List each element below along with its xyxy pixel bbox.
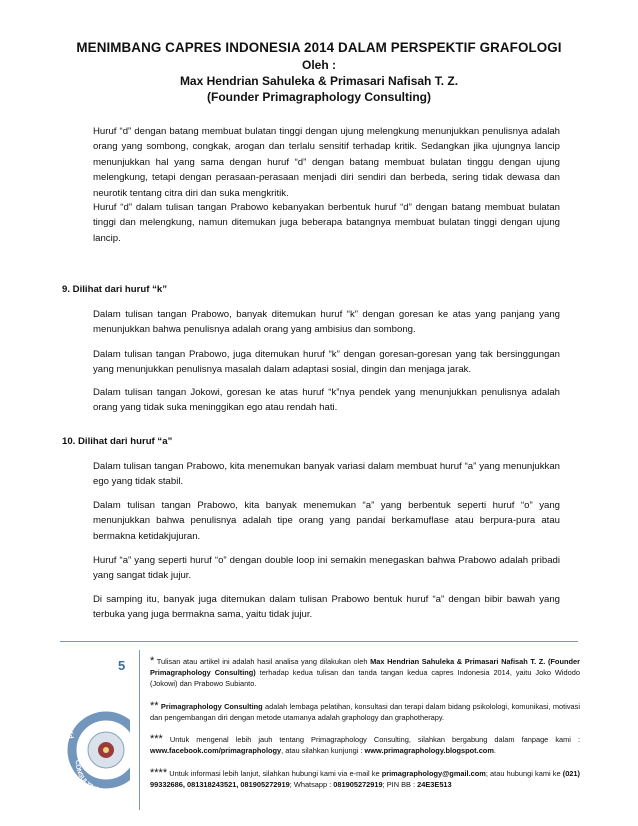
section-10-paragraph-4: Di samping itu, banyak juga ditemukan dalam tulisan Prabowo bentuk huruf “a” dengan bibir bawah yang terbuka yang juga bermakna sama, yaitu tidak jujur. — [93, 594, 560, 621]
authors-line: Max Hendrian Sahuleka & Primasari Nafisah T. Z. — [179, 74, 459, 88]
page-number: 5 — [118, 658, 126, 673]
email-link[interactable]: primagraphology@gmail.com — [381, 769, 486, 778]
footnote-3: *** Untuk mengenal lebih jauh tentang Primagraphology Consulting, silahkan bergabung dalam fanpage kami : www.facebook.com/primagraphology, atau silahkan kunjungi : www.primagraphology.blogspot.com. — [150, 733, 580, 756]
intro-paragraph-1: Huruf “d” dengan batang membuat bulatan tinggi dengan ujung melengkung menunjukkan penulisnya adalah orang yang sombong, congkak, arogan dan terlalu sensitif terhadap kritik. Sedangkan jika ujungnya lancip menunjukkan hal yang sama dengan huruf “d” dengan batang membuat bulatan tinggu dengan ujung melengkung, tetapi dengan perasaan-perasaan menjadi diri sendiri dan berbeda, sering tidak dewasa dan neurotik tentang citra diri dan suka mengkritik. — [93, 126, 560, 199]
section-9-paragraph-2: Dalam tulisan tangan Prabowo, juga ditemukan huruf “k” dengan goresan-goresan yang tak bersinggungan yang menunjukkan penulisnya masalah dalam adaptasi sosial, dingin dan menjaga jarak. — [93, 349, 560, 376]
logo-text-bottom: CONSULTING — [73, 759, 101, 794]
facebook-link[interactable]: www.facebook.com/primagraphology — [150, 746, 282, 756]
footnote-divider — [139, 650, 140, 810]
primagraphology-logo — [66, 676, 130, 810]
section-10-paragraph-2: Dalam tulisan tangan Prabowo, kita banyak menemukan “a” yang berbentuk seperti huruf “o” yang menunjukkan bahwa penulisnya adalah tipe orang yang pandai berkamuflase atau berpura-pura atau bermakna ketidakjujuran. — [93, 500, 560, 542]
section-10-heading: 10. Dilihat dari huruf “a” — [62, 436, 173, 447]
section-9-paragraph-3: Dalam tulisan tangan Jokowi, goresan ke atas huruf “k”nya pendek yang menunjukkan penulisnya adalah orang yang tidak suka meninggikan ego atau rendah hati. — [93, 387, 560, 414]
section-10-paragraph-1: Dalam tulisan tangan Prabowo, kita menemukan banyak variasi dalam membuat huruf “a” yang menunjukkan ego yang tidak stabil. — [93, 461, 560, 488]
section-9-paragraph-1: Dalam tulisan tangan Prabowo, banyak ditemukan huruf “k” dengan goresan ke atas yang panjang yang menunjukkan bahwa penulisnya adalah orang yang ambisius dan sombong. — [93, 309, 560, 336]
logo-text-top: PRIMAGRAPHOLOGY — [68, 696, 120, 739]
blog-link[interactable]: www.primagraphology.blogspot.com — [364, 746, 494, 756]
footer-rule — [60, 641, 578, 642]
footnote-1: * Tulisan atau artikel ini adalah hasil analisa yang dilakukan oleh Max Hendrian Sahuleka & Primasari Nafisah T. Z. (Founder Primagraphology Consulting) terhadap kedua tulisan dan tanda tangan kedua capres Indonesia 2014, yaitu Joko Widodo (Jokowi) dan Prabowo Subianto. — [150, 655, 580, 689]
footnote-4: **** Untuk informasi lebih lanjut, silahkan hubungi kami via e-mail ke primagraphology@gmail.com; atau hubungi kami ke (021) 99332686, 081318243521, 081905272919; Whatsapp : 081905272919; PIN BB : 24E3E513 — [150, 767, 580, 790]
section-9-heading: 9. Dilihat dari huruf “k” — [62, 284, 168, 295]
intro-paragraph-2: Huruf “d” dalam tulisan tangan Prabowo kebanyakan berbentuk huruf “d” dengan batang membuat bulatan tinggi dan melengkung, namun ditemukan juga beberapa batangnya membuat bulatan tinggi dengan ujung lancip. — [93, 202, 560, 244]
by-line: Oleh : — [301, 58, 336, 72]
affiliation-line: (Founder Primagraphology Consulting) — [207, 90, 431, 104]
footnote-2: ** Primagraphology Consulting adalah lembaga pelatihan, konsultasi dan terapi dalam bidang psikolologi, komunikasi, motivasi dan pengembangan diri dengan metode utamanya adalah graphology dan graphotherapy. — [150, 700, 580, 723]
document-title: MENIMBANG CAPRES INDONESIA 2014 DALAM PERSPEKTIF GRAFOLOGI — [76, 40, 562, 55]
section-10-paragraph-3: Huruf “a” yang seperti huruf “o” dengan double loop ini semakin menegaskan bahwa Prabowo adalah pribadi yang sangat tidak jujur. — [93, 555, 560, 582]
